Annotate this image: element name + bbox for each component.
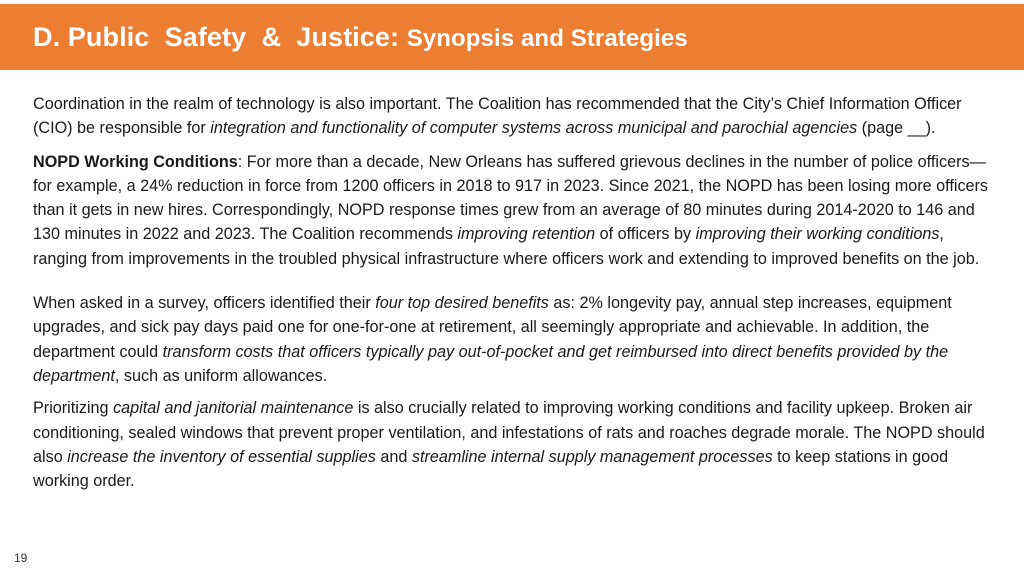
page-number: 19 bbox=[14, 551, 28, 565]
paragraph-heading: NOPD Working Conditions bbox=[33, 152, 238, 171]
paragraph-desired-benefits bbox=[33, 291, 995, 388]
paragraph-text: Coordination in the realm of technology is also important. The Coalition has recommended that the City’s Chief Information Officer (CIO) be responsible for bbox=[33, 95, 962, 138]
title-bar bbox=[0, 4, 1024, 70]
title-subtitle: Synopsis and Strategies bbox=[406, 24, 688, 52]
paragraph-emphasis: improving their working conditions bbox=[695, 225, 940, 244]
page-title bbox=[33, 22, 688, 53]
paragraph-text: as: 2% longevity pay, annual step increases, equipment upgrades, and sick pay days paid one for one-for-one at retirement, all seemingly appropriate and achievable. In addition, the department could bbox=[33, 294, 952, 361]
paragraph-emphasis: transform costs that officers typically pay out-of-pocket and get reimbursed into direct benefits provided by the department bbox=[33, 342, 949, 385]
paragraph-text: of officers by bbox=[595, 225, 696, 244]
paragraph-emphasis: increase the inventory of essential supplies bbox=[67, 447, 376, 466]
paragraph-emphasis: capital and janitorial maintenance bbox=[113, 399, 354, 418]
paragraph-text: : For more than a decade, New Orleans has suffered grievous declines in the number of police officers—for example, a 24% reduction in force from 1200 officers in 2018 to 917 in 2023. Since 2021, the NOPD has been losing more officers than it gets in new hires. Correspondingly, NOPD response times grew from an average of 80 minutes during 2014-2020 to 146 and 130 minutes in 2022 and 2023. The Coalition recommends bbox=[33, 152, 989, 244]
paragraph-text: and bbox=[375, 447, 412, 466]
paragraph-maintenance bbox=[33, 396, 995, 493]
paragraph-text: , such as uniform allowances. bbox=[114, 366, 328, 385]
title-main: D. Public Safety & Justice: bbox=[33, 21, 400, 52]
paragraph-text: When asked in a survey, officers identified their bbox=[33, 294, 376, 313]
paragraph-text: , ranging from improvements in the troubled physical infrastructure where officers work and extending to improved benefits on the job. bbox=[33, 225, 980, 268]
paragraph-text: to keep stations in good working order. bbox=[33, 447, 949, 491]
paragraph-working-conditions bbox=[33, 150, 995, 271]
paragraph-emphasis: four top desired benefits bbox=[375, 294, 549, 313]
paragraph-emphasis: streamline internal supply management processes bbox=[411, 447, 773, 466]
paragraph-emphasis: improving retention bbox=[457, 225, 596, 244]
paragraph-text: is also crucially related to improving working conditions and facility upkeep. Broken air conditioning, sealed windows that prevent proper ventilation, and infestations of rats and roaches degrade morale. The NOPD should also bbox=[33, 399, 985, 466]
body-text bbox=[33, 92, 995, 493]
paragraph-technology-coordination bbox=[33, 92, 995, 141]
paragraph-text: Prioritizing bbox=[33, 399, 114, 418]
paragraph-text: (page __). bbox=[857, 119, 936, 138]
paragraph-emphasis: integration and functionality of computer systems across municipal and parochial agencies bbox=[210, 119, 858, 138]
